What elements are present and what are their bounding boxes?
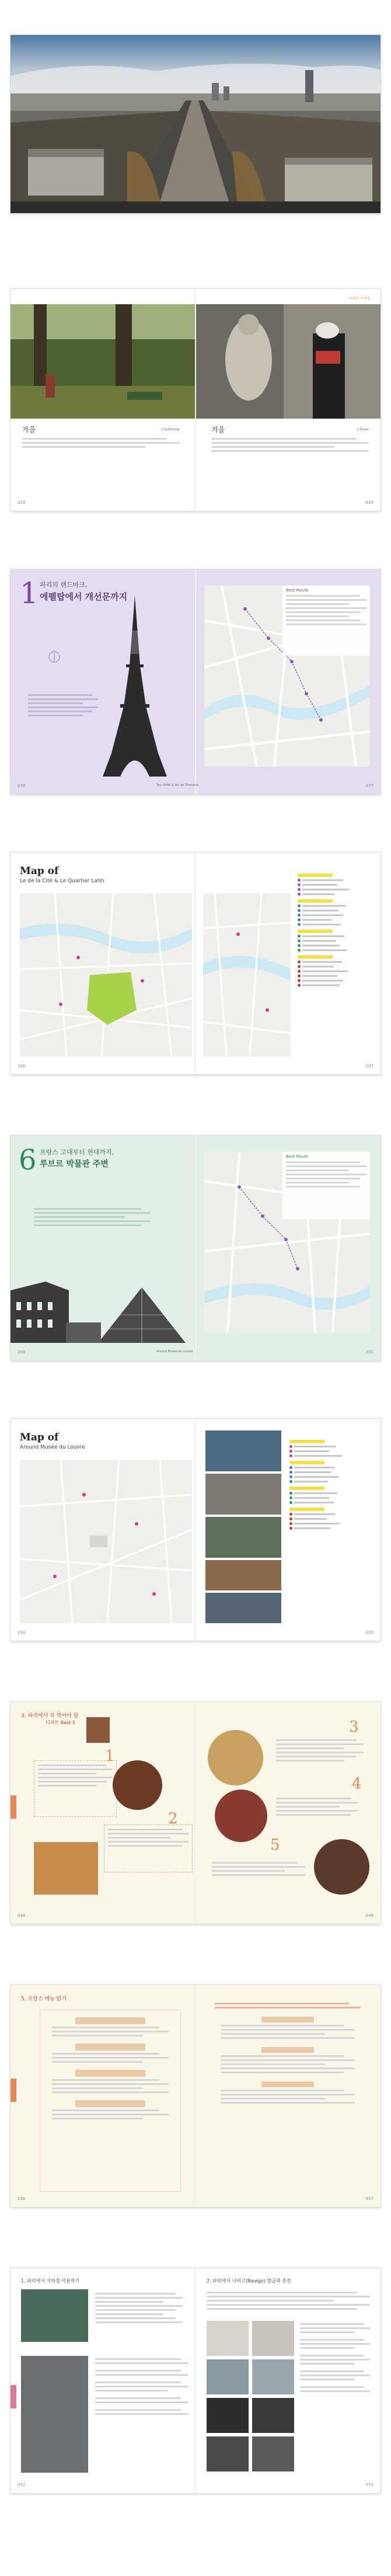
map-cite-left <box>20 893 192 1057</box>
spread-desserts <box>11 1702 380 1924</box>
right-page-number: 077 <box>365 784 373 788</box>
gutter <box>195 1702 196 1924</box>
section-side-tab <box>11 1795 16 1819</box>
right-page-number: 225 <box>365 1630 373 1635</box>
map-title-line1: Map of <box>20 1432 59 1443</box>
gutter <box>195 1419 196 1641</box>
route-map-eiffel <box>204 586 370 767</box>
louvre-photo-5 <box>205 1593 281 1623</box>
winter-caption: 겨울 <box>211 426 225 434</box>
louvre-photo-column <box>205 1430 281 1623</box>
metro-intro-text <box>95 2290 183 2326</box>
gutter <box>195 569 196 794</box>
dessert-number-5: 5 <box>270 1836 280 1854</box>
route-map-louvre <box>204 1152 370 1333</box>
dessert-photo-1 <box>113 1760 162 1810</box>
map-legend <box>298 870 371 988</box>
page-footer: Tour Eiffel & Arc de Triomphe <box>156 784 199 787</box>
left-page-number: 056 <box>18 2196 26 2201</box>
chapter-title-line1: 파리의 랜드마크, <box>40 581 88 589</box>
autumn-text <box>22 438 180 448</box>
winter-caption-small: L'hiver <box>357 427 369 431</box>
gutter <box>195 1985 196 2207</box>
metro-sign-photo <box>21 2289 88 2342</box>
navigo-intro-text <box>207 2289 370 2312</box>
chapter-intro-text <box>28 692 98 719</box>
dessert-number-2: 2 <box>168 1810 178 1827</box>
left-page-number: 224 <box>18 1630 26 1635</box>
map-cite-right <box>203 893 291 1057</box>
dessert-number-4: 4 <box>352 1775 362 1792</box>
navigo-photo-grid <box>207 2321 294 2473</box>
dessert-photo-4 <box>215 1790 267 1842</box>
spread-map-louvre <box>11 1419 380 1641</box>
map-title-line1: Map of <box>20 865 59 877</box>
section-tab: 파리의 사계절 <box>348 297 370 301</box>
eiffel-tower-illustration <box>103 596 167 777</box>
chapter-number: 1 <box>20 576 39 610</box>
menu-card-left <box>40 2010 181 2192</box>
louvre-photo-4 <box>205 1560 281 1590</box>
metro-station-photo <box>21 2356 88 2473</box>
map-title-line2: Le de la Cité & Le Quartier Latin <box>20 878 104 884</box>
spread-louvre-chapter <box>11 1136 380 1360</box>
left-page-number: 072 <box>18 2483 26 2487</box>
dessert-text-4 <box>276 1795 358 1818</box>
spread-french-menu <box>11 1985 380 2207</box>
dessert-box-2 <box>104 1825 193 1872</box>
landmark-doodle <box>46 648 63 666</box>
dessert-photo-5 <box>314 1839 369 1895</box>
dessert-number-3: 3 <box>349 1718 359 1736</box>
dessert-photo-2 <box>34 1842 98 1895</box>
dessert-text-5 <box>212 1860 305 1878</box>
chapter-title-line2: 에펠탑에서 개선문까지 <box>40 591 128 602</box>
winter-photo <box>196 304 380 419</box>
right-page-number: 019 <box>365 500 373 505</box>
right-page-number: 107 <box>365 1064 373 1068</box>
section-header-line2: 디저트 Best 5 <box>46 1720 76 1725</box>
menu-card-right <box>209 2000 366 2191</box>
winter-text <box>211 438 369 452</box>
metro-steps <box>95 2356 188 2417</box>
spread-metro-guide <box>11 2268 380 2493</box>
map-louvre-left <box>20 1460 192 1623</box>
best-route-heading: Best Route <box>286 588 309 593</box>
right-page-number: 057 <box>365 2196 373 2201</box>
left-page-number: 048 <box>18 1913 26 1918</box>
autumn-caption-small: L'automne <box>161 427 180 431</box>
autumn-caption: 가을 <box>22 426 36 434</box>
dessert-photo-3 <box>208 1730 263 1785</box>
louvre-photo-1 <box>205 1430 281 1471</box>
navigo-steps <box>300 2321 370 2394</box>
spread-paris-photo <box>11 35 380 213</box>
spread-seasons <box>11 289 380 511</box>
chapter-title-line2: 루브르 박물관 주변 <box>40 1160 109 1169</box>
section-header: 5. 프랑스 메뉴 읽기 <box>21 1996 67 2002</box>
louvre-building-illustration <box>11 1267 195 1343</box>
section-side-tab <box>11 2385 16 2408</box>
map-legend <box>289 1436 370 1531</box>
dessert-box-1 <box>34 1760 117 1817</box>
right-page-number: 073 <box>365 2483 373 2487</box>
left-page-number: 076 <box>18 784 26 788</box>
right-page-number: 201 <box>365 1350 373 1355</box>
spread-map-cite <box>11 852 380 1074</box>
gutter <box>195 1136 196 1360</box>
map-title-line2: Around Musée du Louvre <box>20 1444 85 1450</box>
left-page-number: 018 <box>18 500 26 505</box>
autumn-photo <box>11 304 195 419</box>
left-page-number: 200 <box>18 1350 26 1355</box>
dessert-number-1: 1 <box>105 1747 115 1765</box>
right-section-header: 2. 파리에서 나비고(Navigo) 발급과 충전 <box>207 2278 291 2283</box>
louvre-photo-2 <box>205 1474 281 1515</box>
section-header: 3. 파리에서 꼭 먹어야 할 <box>21 1713 79 1719</box>
best-route-box <box>282 1152 370 1219</box>
gutter <box>195 852 196 1074</box>
paris-cityscape-photo <box>11 35 380 213</box>
spread-eiffel-chapter <box>11 569 380 794</box>
best-route-heading: Best Route <box>286 1154 309 1159</box>
gutter <box>195 2268 196 2493</box>
right-page-number: 049 <box>365 1913 373 1918</box>
best-route-box <box>282 586 370 656</box>
left-section-header: 1. 파리에서 지하철 이용하기 <box>21 2278 80 2283</box>
chapter-number: 6 <box>19 1144 37 1176</box>
chapter-title-line1: 프랑스 고대부터 현대까지, <box>40 1148 114 1156</box>
dessert-text-3 <box>276 1737 364 1764</box>
section-side-tab <box>11 2079 16 2102</box>
chapter-intro-text <box>34 1206 151 1228</box>
louvre-photo-3 <box>205 1517 281 1558</box>
page-footer: Around Musée du Louvre <box>156 1350 193 1353</box>
left-page-number: 106 <box>18 1064 26 1068</box>
dessert-photo-jar <box>86 1717 110 1743</box>
